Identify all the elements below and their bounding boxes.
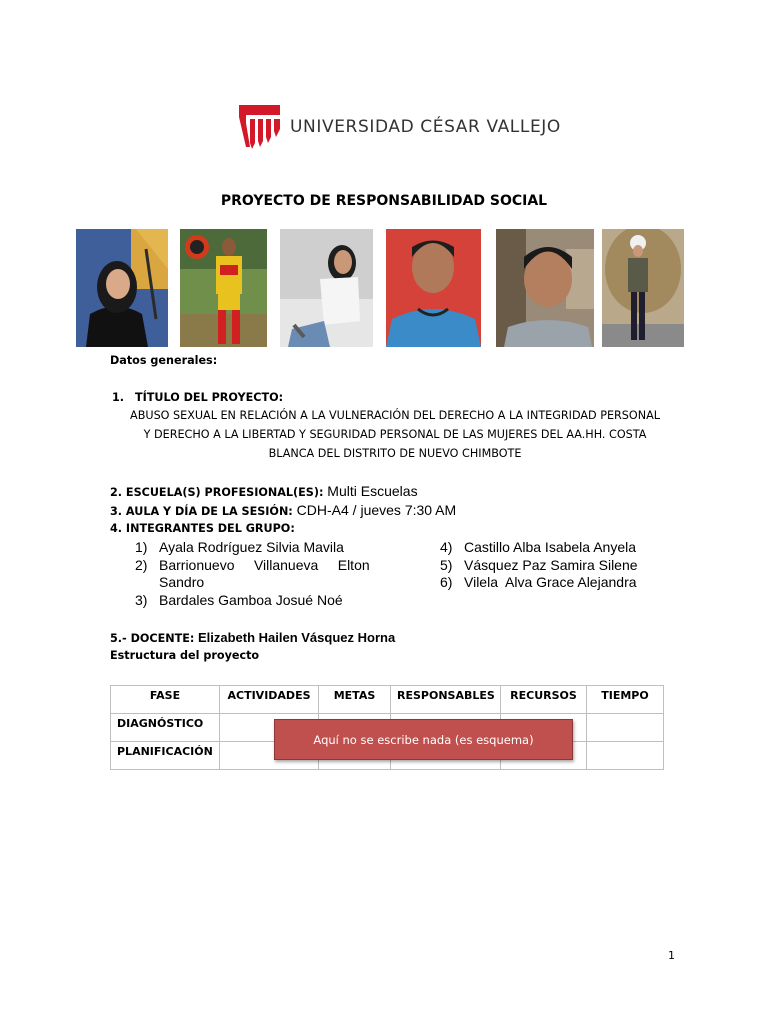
member-photo-6 xyxy=(602,229,684,347)
member-item: 4) Castillo Alba Isabela Anyela xyxy=(440,539,636,555)
project-title-number: 1. xyxy=(112,391,125,404)
table-header-cell: RESPONSABLES xyxy=(391,686,501,714)
member-item: 5) Vásquez Paz Samira Silene xyxy=(440,557,638,573)
table-cell xyxy=(587,742,664,770)
table-header-row xyxy=(111,686,664,714)
member-photo-5 xyxy=(496,229,594,347)
classroom-line xyxy=(110,502,456,520)
teacher-value: Elizabeth Hailen Vásquez Horna xyxy=(194,630,396,645)
member-item: 1) Ayala Rodríguez Silvia Mavila xyxy=(135,539,344,555)
structure-label: Estructura del proyecto xyxy=(110,649,260,662)
university-name: UNIVERSIDAD CÉSAR VALLEJO xyxy=(290,117,561,137)
member-photo-4 xyxy=(386,229,481,347)
project-title-line-3: BLANCA DEL DISTRITO DE NUEVO CHIMBOTE xyxy=(268,447,522,460)
table-header-cell: RECURSOS xyxy=(501,686,587,714)
general-data-heading: Datos generales: xyxy=(110,354,218,367)
member-item: 3) Bardales Gamboa Josué Noé xyxy=(135,592,343,608)
school-value: Multi Escuelas xyxy=(323,483,418,499)
table-header-cell: ACTIVIDADES xyxy=(220,686,319,714)
project-title-line-2: Y DERECHO A LA LIBERTAD Y SEGURIDAD PERSONAL DE LAS MUJERES DEL AA.HH. COSTA xyxy=(143,428,647,441)
table-header-cell: METAS xyxy=(319,686,391,714)
university-logo xyxy=(238,103,284,149)
teacher-line xyxy=(110,629,395,647)
member-item: 2) Barrionuevo Villanueva Elton xyxy=(135,557,370,573)
shield-logo-icon xyxy=(238,103,284,149)
table-header-cell: FASE xyxy=(111,686,220,714)
member-item: 6) Vilela Alva Grace Alejandra xyxy=(440,574,637,590)
page-title: PROYECTO DE RESPONSABILIDAD SOCIAL xyxy=(220,193,548,209)
table-row-label: DIAGNÓSTICO xyxy=(111,714,220,742)
teacher-label: 5.- DOCENTE: xyxy=(110,632,195,645)
member-photo-3 xyxy=(280,229,373,347)
school-line xyxy=(110,483,418,501)
member-photo-2 xyxy=(180,229,267,347)
table-cell xyxy=(587,714,664,742)
member-item-continuation: Sandro xyxy=(159,574,205,590)
project-title-line-1: ABUSO SEXUAL EN RELACIÓN A LA VULNERACIÓN DEL DERECHO A LA INTEGRIDAD PERSONAL xyxy=(130,409,660,422)
schema-note-box: Aquí no se escribe nada (es esquema) xyxy=(274,719,573,760)
table-header-cell: TIEMPO xyxy=(587,686,664,714)
member-photo-1 xyxy=(76,229,168,347)
table-row-label: PLANIFICACIÓN xyxy=(111,742,220,770)
project-title-label: TÍTULO DEL PROYECTO: xyxy=(135,391,284,404)
classroom-label: 3. AULA Y DÍA DE LA SESIÓN: xyxy=(110,505,293,518)
page-number: 1 xyxy=(668,949,675,962)
classroom-value: CDH-A4 / jueves 7:30 AM xyxy=(292,502,457,518)
members-label: 4. INTEGRANTES DEL GRUPO: xyxy=(110,522,295,535)
school-label: 2. ESCUELA(S) PROFESIONAL(ES): xyxy=(110,486,324,499)
